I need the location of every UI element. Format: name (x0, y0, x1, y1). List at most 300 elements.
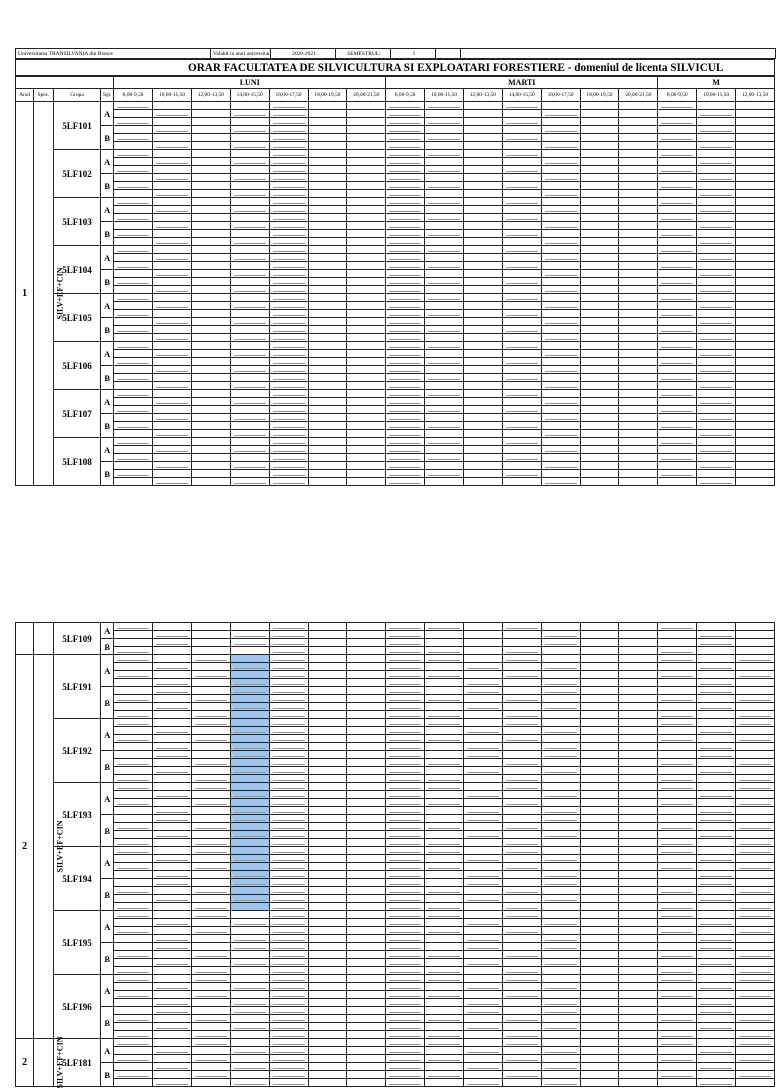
class-entry (269, 110, 308, 118)
empty-slot (191, 855, 230, 863)
class-entry (502, 134, 541, 142)
class-entry (658, 358, 697, 366)
class-entry (114, 783, 153, 791)
subgroup-label: B (101, 414, 114, 438)
class-entry (697, 270, 736, 278)
empty-slot (541, 422, 580, 430)
empty-slot (580, 751, 619, 759)
empty-slot (308, 751, 347, 759)
empty-slot (580, 294, 619, 302)
empty-slot (502, 807, 541, 815)
empty-slot (347, 671, 386, 679)
empty-slot (658, 751, 697, 759)
empty-slot (114, 935, 153, 943)
subgroup-label: A (101, 150, 114, 174)
class-entry (230, 302, 269, 310)
empty-slot (619, 374, 658, 382)
empty-slot (619, 198, 658, 206)
class-entry (541, 1007, 580, 1015)
empty-slot (502, 831, 541, 839)
empty-slot (463, 398, 502, 406)
class-entry (269, 238, 308, 246)
empty-slot (230, 246, 269, 254)
empty-slot (114, 142, 153, 150)
empty-slot (347, 887, 386, 895)
empty-slot (619, 831, 658, 839)
class-entry (230, 751, 269, 759)
class-entry (114, 198, 153, 206)
empty-slot (230, 671, 269, 679)
empty-slot (619, 967, 658, 975)
empty-slot (502, 639, 541, 647)
empty-slot (697, 326, 736, 334)
empty-slot (425, 727, 464, 735)
class-entry (114, 927, 153, 935)
empty-slot (697, 182, 736, 190)
empty-slot (191, 943, 230, 951)
empty-slot (658, 222, 697, 230)
class-entry (386, 254, 425, 262)
empty-slot (697, 118, 736, 126)
empty-slot (425, 238, 464, 246)
class-entry (697, 855, 736, 863)
class-entry (386, 174, 425, 182)
class-entry (153, 639, 192, 647)
class-entry (114, 911, 153, 919)
class-entry (735, 927, 774, 935)
empty-slot (502, 318, 541, 326)
semester-value: I (391, 49, 436, 59)
group-label: 5LF191 (53, 655, 101, 719)
empty-slot (658, 430, 697, 438)
class-entry (463, 815, 502, 823)
empty-slot (619, 655, 658, 663)
empty-slot (658, 767, 697, 775)
empty-slot (191, 631, 230, 639)
empty-slot (580, 422, 619, 430)
empty-slot (308, 254, 347, 262)
empty-slot (191, 126, 230, 134)
empty-slot (230, 214, 269, 222)
empty-slot (347, 230, 386, 238)
class-entry (386, 414, 425, 422)
class-entry (114, 671, 153, 679)
class-entry (658, 823, 697, 831)
empty-slot (541, 406, 580, 414)
class-entry (386, 855, 425, 863)
empty-slot (425, 895, 464, 903)
empty-slot (308, 743, 347, 751)
subgroup-label: B (101, 815, 114, 847)
empty-slot (347, 711, 386, 719)
meta-table (15, 48, 776, 59)
empty-slot (502, 206, 541, 214)
empty-slot (153, 671, 192, 679)
empty-slot (502, 174, 541, 182)
class-entry (463, 983, 502, 991)
class-entry (269, 935, 308, 943)
class-entry (386, 470, 425, 478)
empty-slot (580, 927, 619, 935)
empty-slot (347, 1079, 386, 1087)
empty-slot (697, 1031, 736, 1039)
class-entry (541, 767, 580, 775)
class-entry (386, 727, 425, 735)
class-entry (153, 791, 192, 799)
empty-slot (580, 823, 619, 831)
empty-slot (580, 326, 619, 334)
empty-slot (619, 711, 658, 719)
group-label: 5LF195 (53, 911, 101, 975)
class-entry (153, 254, 192, 262)
empty-slot (580, 214, 619, 222)
class-entry (463, 767, 502, 775)
class-entry (114, 246, 153, 254)
class-entry (658, 374, 697, 382)
empty-slot (580, 1023, 619, 1031)
empty-slot (425, 1023, 464, 1031)
empty-slot (153, 214, 192, 222)
class-entry (386, 382, 425, 390)
semester-label: SEMESTRUL: (336, 49, 391, 59)
empty-slot (463, 1039, 502, 1047)
empty-slot (191, 302, 230, 310)
class-entry (114, 214, 153, 222)
class-entry (153, 727, 192, 735)
class-entry (502, 759, 541, 767)
empty-slot (347, 999, 386, 1007)
empty-slot (502, 687, 541, 695)
class-entry (425, 1039, 464, 1047)
class-entry (153, 1047, 192, 1055)
class-entry (269, 799, 308, 807)
empty-slot (308, 623, 347, 631)
empty-slot (347, 767, 386, 775)
empty-slot (153, 1031, 192, 1039)
empty-slot (502, 935, 541, 943)
empty-slot (541, 975, 580, 983)
empty-slot (347, 166, 386, 174)
empty-slot (191, 871, 230, 879)
class-entry (191, 1031, 230, 1039)
empty-slot (308, 118, 347, 126)
class-entry (153, 855, 192, 863)
empty-slot (425, 158, 464, 166)
empty-slot (425, 943, 464, 951)
empty-slot (230, 927, 269, 935)
class-entry (386, 294, 425, 302)
class-entry (114, 655, 153, 663)
class-entry (230, 270, 269, 278)
empty-slot (153, 246, 192, 254)
empty-slot (502, 999, 541, 1007)
empty-slot (347, 1031, 386, 1039)
empty-slot (230, 390, 269, 398)
empty-slot (347, 294, 386, 302)
class-entry (735, 991, 774, 999)
class-entry (114, 150, 153, 158)
class-entry (425, 246, 464, 254)
class-entry (230, 286, 269, 294)
empty-slot (308, 206, 347, 214)
class-entry (269, 943, 308, 951)
empty-slot (153, 294, 192, 302)
empty-slot (580, 438, 619, 446)
empty-slot (114, 767, 153, 775)
class-entry (269, 366, 308, 374)
empty-slot (347, 366, 386, 374)
class-entry (386, 703, 425, 711)
empty-slot (308, 967, 347, 975)
class-entry (541, 679, 580, 687)
empty-slot (191, 807, 230, 815)
empty-slot (425, 206, 464, 214)
class-entry (230, 462, 269, 470)
empty-slot (736, 462, 775, 470)
empty-slot (114, 639, 153, 647)
empty-slot (114, 446, 153, 454)
empty-slot (619, 663, 658, 671)
class-entry (697, 815, 736, 823)
class-entry (386, 831, 425, 839)
empty-slot (580, 318, 619, 326)
empty-slot (191, 334, 230, 342)
empty-slot (658, 206, 697, 214)
class-entry (386, 775, 425, 783)
empty-slot (308, 342, 347, 350)
empty-slot (541, 374, 580, 382)
empty-slot (230, 887, 269, 895)
empty-slot (619, 671, 658, 679)
empty-slot (463, 839, 502, 847)
class-entry (658, 1015, 697, 1023)
empty-slot (736, 478, 775, 486)
empty-slot (736, 342, 775, 350)
empty-slot (308, 703, 347, 711)
empty-slot (619, 1047, 658, 1055)
empty-slot (658, 703, 697, 711)
empty-slot (347, 943, 386, 951)
empty-slot (697, 310, 736, 318)
class-entry (735, 735, 774, 743)
empty-slot (463, 671, 502, 679)
group-label: 5LF104 (53, 246, 100, 294)
empty-slot (463, 262, 502, 270)
empty-slot (463, 350, 502, 358)
empty-slot (502, 382, 541, 390)
time-slot-header: 14,00-15,50 (502, 89, 541, 102)
class-entry (269, 142, 308, 150)
class-entry (114, 230, 153, 238)
empty-slot (308, 879, 347, 887)
class-entry (230, 318, 269, 326)
empty-slot (658, 398, 697, 406)
empty-slot (308, 142, 347, 150)
empty-slot (425, 791, 464, 799)
empty-slot (230, 134, 269, 142)
spec-label: SILV+EF+CIN (55, 267, 65, 320)
class-entry (386, 262, 425, 270)
empty-slot (308, 815, 347, 823)
empty-slot (308, 278, 347, 286)
class-entry (425, 214, 464, 222)
empty-slot (463, 286, 502, 294)
empty-slot (580, 1007, 619, 1015)
empty-slot (425, 815, 464, 823)
class-entry (735, 967, 774, 975)
empty-slot (347, 110, 386, 118)
class-entry (386, 655, 425, 663)
class-entry (697, 751, 736, 759)
subgroup-label: A (101, 911, 114, 943)
class-entry (697, 318, 736, 326)
empty-slot (230, 975, 269, 983)
class-entry (230, 743, 269, 751)
empty-slot (425, 831, 464, 839)
empty-slot (619, 783, 658, 791)
empty-slot (347, 414, 386, 422)
empty-slot (308, 182, 347, 190)
class-entry (191, 783, 230, 791)
empty-slot (463, 695, 502, 703)
empty-slot (347, 863, 386, 871)
class-entry (269, 783, 308, 791)
empty-slot (308, 863, 347, 871)
class-entry (425, 823, 464, 831)
class-entry (191, 823, 230, 831)
empty-slot (619, 446, 658, 454)
empty-slot (347, 214, 386, 222)
time-slot-header: 18,00-19,50 (308, 89, 347, 102)
empty-slot (230, 719, 269, 727)
empty-slot (502, 446, 541, 454)
empty-slot (580, 238, 619, 246)
empty-slot (619, 318, 658, 326)
empty-slot (308, 478, 347, 486)
empty-slot (580, 839, 619, 847)
empty-slot (308, 1063, 347, 1071)
class-entry (153, 631, 192, 639)
empty-slot (619, 206, 658, 214)
class-entry (269, 663, 308, 671)
empty-slot (114, 895, 153, 903)
class-entry (658, 166, 697, 174)
empty-slot (658, 1079, 697, 1087)
class-entry (114, 326, 153, 334)
class-entry (386, 679, 425, 687)
group-label: 5LF103 (53, 198, 100, 246)
class-entry (463, 663, 502, 671)
class-entry (658, 967, 697, 975)
subgroup-label: A (101, 102, 114, 126)
class-entry (697, 767, 736, 775)
empty-slot (114, 751, 153, 759)
empty-slot (347, 951, 386, 959)
empty-slot (619, 1007, 658, 1015)
class-entry (114, 182, 153, 190)
subgroup-label: B (101, 318, 114, 342)
empty-slot (735, 1047, 774, 1055)
empty-slot (114, 855, 153, 863)
empty-slot (463, 150, 502, 158)
class-entry (658, 310, 697, 318)
class-entry (541, 743, 580, 751)
class-entry (658, 799, 697, 807)
class-entry (230, 398, 269, 406)
empty-slot (541, 358, 580, 366)
class-entry (463, 895, 502, 903)
class-entry (735, 887, 774, 895)
empty-slot (191, 462, 230, 470)
class-entry (269, 374, 308, 382)
empty-slot (347, 430, 386, 438)
empty-slot (463, 302, 502, 310)
class-entry (269, 318, 308, 326)
class-entry (735, 655, 774, 663)
class-entry (425, 655, 464, 663)
class-entry (502, 839, 541, 847)
empty-slot (191, 446, 230, 454)
empty-slot (736, 414, 775, 422)
class-entry (269, 983, 308, 991)
empty-slot (463, 783, 502, 791)
empty-slot (697, 783, 736, 791)
empty-slot (502, 767, 541, 775)
class-entry (697, 1047, 736, 1055)
empty-slot (347, 286, 386, 294)
empty-slot (347, 647, 386, 655)
empty-slot (580, 166, 619, 174)
class-entry (230, 126, 269, 134)
empty-slot (541, 823, 580, 831)
empty-slot (463, 759, 502, 767)
empty-slot (153, 358, 192, 366)
empty-slot (619, 470, 658, 478)
empty-slot (308, 959, 347, 967)
empty-slot (463, 478, 502, 486)
class-entry (114, 262, 153, 270)
class-entry (386, 454, 425, 462)
empty-slot (541, 847, 580, 855)
empty-slot (619, 134, 658, 142)
class-entry (269, 743, 308, 751)
class-entry (386, 102, 425, 110)
class-entry (425, 783, 464, 791)
class-entry (502, 1055, 541, 1063)
class-entry (541, 663, 580, 671)
empty-slot (619, 430, 658, 438)
class-entry (658, 198, 697, 206)
empty-slot (580, 158, 619, 166)
empty-slot (308, 326, 347, 334)
empty-slot (541, 150, 580, 158)
empty-slot (308, 983, 347, 991)
class-entry (425, 278, 464, 286)
class-entry (153, 999, 192, 1007)
class-entry (425, 406, 464, 414)
class-entry (191, 759, 230, 767)
class-entry (269, 927, 308, 935)
empty-slot (619, 687, 658, 695)
class-entry (502, 326, 541, 334)
empty-slot (619, 382, 658, 390)
empty-slot (502, 727, 541, 735)
empty-slot (619, 1071, 658, 1079)
empty-slot (580, 270, 619, 278)
class-entry (502, 799, 541, 807)
empty-slot (463, 470, 502, 478)
empty-slot (191, 831, 230, 839)
